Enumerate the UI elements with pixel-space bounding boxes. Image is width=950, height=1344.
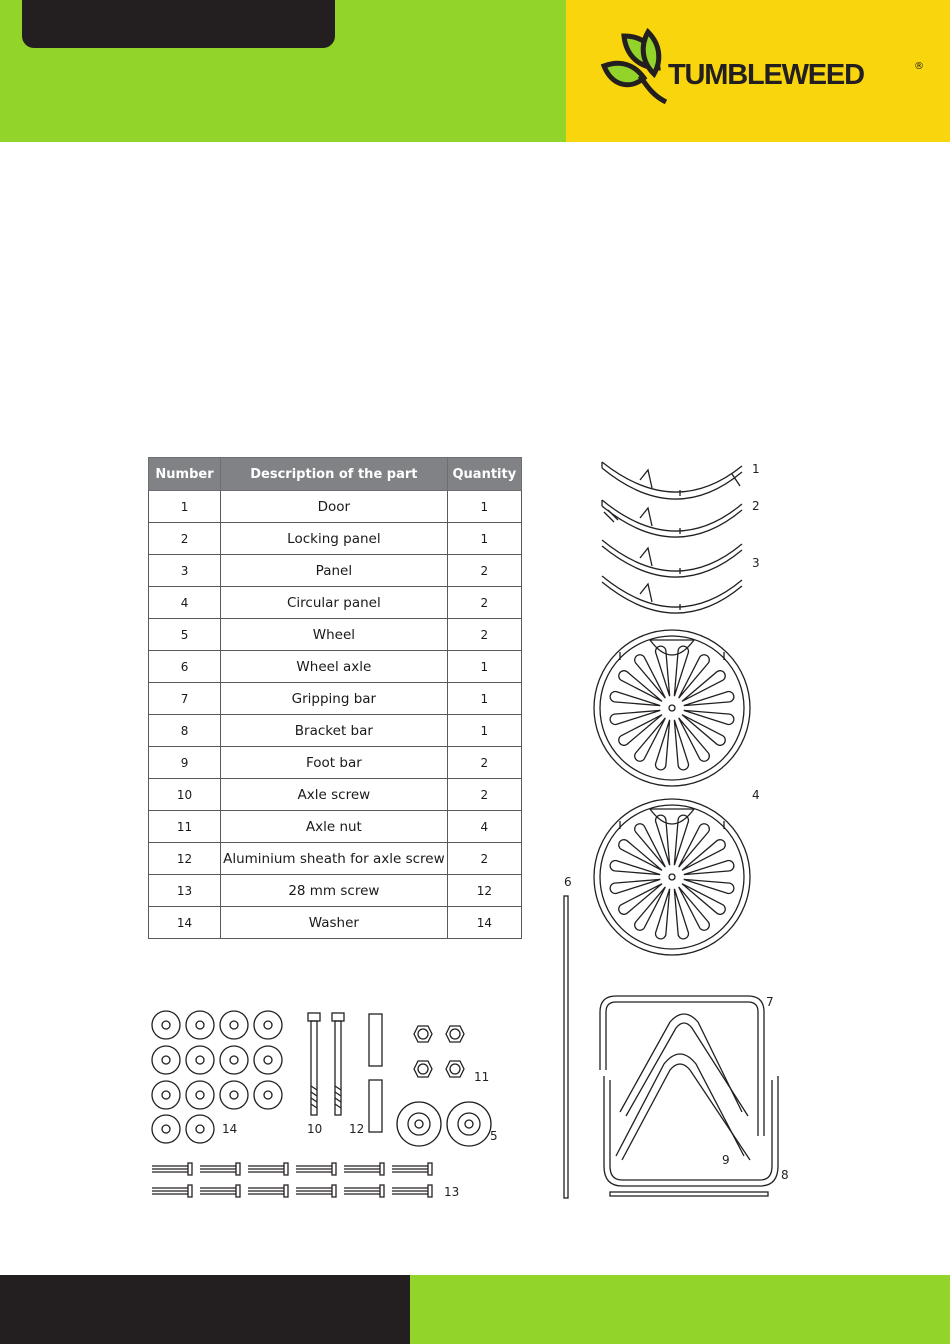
part-number-cell: 11 bbox=[149, 811, 221, 843]
brand-name: TUMBLEWEED bbox=[668, 59, 864, 91]
label-axle-screw: 10 bbox=[307, 1122, 323, 1136]
part-description-cell: Foot bar bbox=[221, 747, 448, 779]
door-part-drawing bbox=[602, 462, 742, 499]
part-number-cell: 5 bbox=[149, 619, 221, 651]
label-washer: 14 bbox=[222, 1122, 238, 1136]
part-number-cell: 14 bbox=[149, 907, 221, 939]
circular-panel-drawing-1 bbox=[594, 630, 750, 786]
part-description-cell: Aluminium sheath for axle screw bbox=[221, 843, 448, 875]
part-number-cell: 7 bbox=[149, 683, 221, 715]
part-number-cell: 3 bbox=[149, 555, 221, 587]
part-quantity-cell: 14 bbox=[447, 907, 521, 939]
part-description-cell: Wheel bbox=[221, 619, 448, 651]
label-gripping-bar: 7 bbox=[766, 995, 774, 1009]
label-screw: 13 bbox=[444, 1185, 460, 1199]
wheel-axle-drawing bbox=[564, 896, 568, 1198]
part-number-cell: 4 bbox=[149, 587, 221, 619]
part-quantity-cell: 1 bbox=[447, 651, 521, 683]
part-number-cell: 9 bbox=[149, 747, 221, 779]
label-wheel-axle: 6 bbox=[564, 875, 572, 889]
part-description-cell: Circular panel bbox=[221, 587, 448, 619]
part-description-cell: Wheel axle bbox=[221, 651, 448, 683]
label-foot-bar: 9 bbox=[722, 1153, 730, 1167]
part-quantity-cell: 1 bbox=[447, 715, 521, 747]
gripping-bar-drawing bbox=[600, 996, 764, 1136]
foot-bar-drawing bbox=[616, 1014, 750, 1160]
label-locking-panel: 2 bbox=[752, 499, 760, 513]
axle-nuts-drawing bbox=[414, 1026, 464, 1077]
registered-mark: ® bbox=[914, 61, 924, 72]
part-description-cell: Bracket bar bbox=[221, 715, 448, 747]
part-description-cell: Locking panel bbox=[221, 523, 448, 555]
wheels-drawing bbox=[397, 1102, 491, 1146]
label-sheath: 12 bbox=[349, 1122, 365, 1136]
label-panel: 3 bbox=[752, 556, 760, 570]
label-axle-nut: 11 bbox=[474, 1070, 490, 1084]
part-quantity-cell: 12 bbox=[447, 875, 521, 907]
circular-panel-drawing-2 bbox=[594, 799, 750, 955]
part-number-cell: 8 bbox=[149, 715, 221, 747]
part-quantity-cell: 1 bbox=[447, 523, 521, 555]
header-description: Description of the part bbox=[221, 458, 448, 491]
part-description-cell: Gripping bar bbox=[221, 683, 448, 715]
part-quantity-cell: 2 bbox=[447, 747, 521, 779]
header-quantity: Quantity bbox=[447, 458, 521, 491]
footer-dark-band bbox=[0, 1275, 410, 1344]
part-number-cell: 10 bbox=[149, 779, 221, 811]
part-description-cell: Panel bbox=[221, 555, 448, 587]
part-quantity-cell: 2 bbox=[447, 587, 521, 619]
part-number-cell: 13 bbox=[149, 875, 221, 907]
part-description-cell: Axle screw bbox=[221, 779, 448, 811]
panel-part-drawing bbox=[602, 540, 742, 613]
part-quantity-cell: 4 bbox=[447, 811, 521, 843]
axle-screws-drawing bbox=[308, 1013, 344, 1115]
label-door: 1 bbox=[752, 462, 760, 476]
part-number-cell: 6 bbox=[149, 651, 221, 683]
part-description-cell: 28 mm screw bbox=[221, 875, 448, 907]
part-number-cell: 1 bbox=[149, 491, 221, 523]
part-quantity-cell: 1 bbox=[447, 491, 521, 523]
part-quantity-cell: 2 bbox=[447, 555, 521, 587]
label-circular-panel: 4 bbox=[752, 788, 760, 802]
part-description-cell: Axle nut bbox=[221, 811, 448, 843]
part-quantity-cell: 1 bbox=[447, 683, 521, 715]
part-number-cell: 12 bbox=[149, 843, 221, 875]
label-wheel: 5 bbox=[490, 1129, 498, 1143]
header-number: Number bbox=[149, 458, 221, 491]
sheaths-drawing bbox=[369, 1014, 382, 1132]
screws-drawing bbox=[152, 1163, 432, 1197]
part-number-cell: 2 bbox=[149, 523, 221, 555]
part-quantity-cell: 2 bbox=[447, 779, 521, 811]
washers-drawing bbox=[152, 1011, 282, 1143]
part-quantity-cell: 2 bbox=[447, 843, 521, 875]
part-description-cell: Door bbox=[221, 491, 448, 523]
part-description-cell: Washer bbox=[221, 907, 448, 939]
part-quantity-cell: 2 bbox=[447, 619, 521, 651]
footer-green-band bbox=[410, 1275, 950, 1344]
locking-panel-part-drawing bbox=[602, 500, 742, 537]
label-bracket-bar: 8 bbox=[781, 1168, 789, 1182]
